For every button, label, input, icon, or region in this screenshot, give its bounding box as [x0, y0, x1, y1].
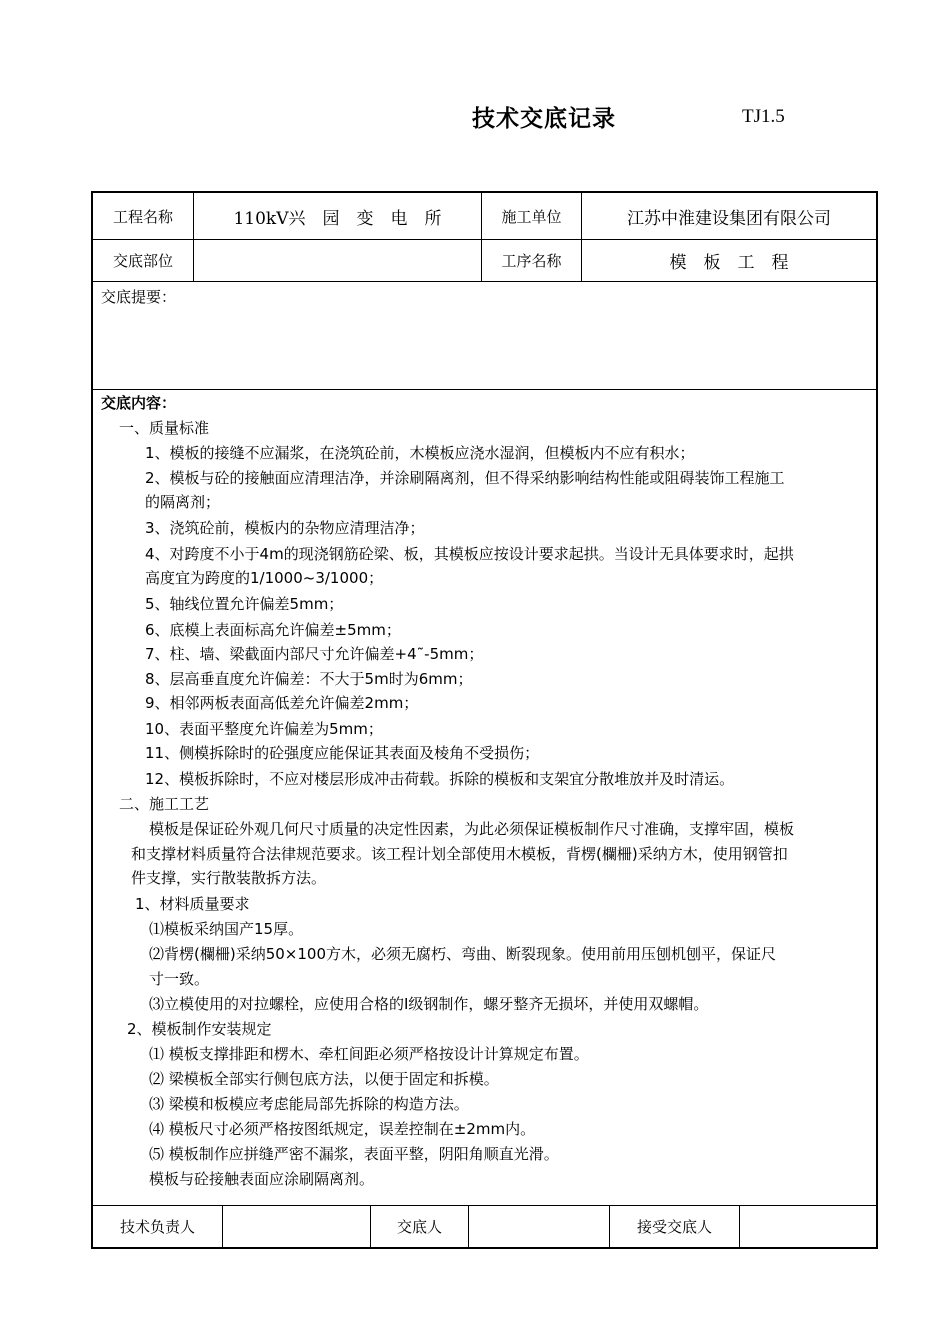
- paragraph-line: 件支撑，实行散装散拆方法。: [131, 869, 327, 887]
- list-item: ⑴模板采纳国产15厚。: [149, 920, 304, 938]
- briefing-part-value: [194, 240, 481, 281]
- list-item: ⑷ 模板尺寸必须严格按图纸规定，误差控制在±2mm内。: [149, 1120, 536, 1138]
- construction-unit-value: 江苏中淮建设集团有限公司: [627, 208, 831, 229]
- list-item: 3、浇筑砼前，模板内的杂物应清理洁净；: [145, 519, 425, 537]
- project-name-label: 工程名称: [112, 207, 173, 226]
- row-divider: [93, 389, 876, 390]
- list-item: ⑶ 梁模和板模应考虑能局部先拆除的构造方法。: [149, 1095, 469, 1113]
- list-item: 10、表面平整度允许偏差为5mm；: [145, 720, 383, 738]
- list-item: 12、模板拆除时，不应对楼层形成冲击荷载。拆除的模板和支架宜分散堆放并及时清运。: [145, 770, 735, 788]
- summary-label: 交底提要：: [101, 288, 177, 306]
- list-item: 模板与砼接触表面应涂刷隔离剂。: [149, 1170, 375, 1188]
- list-item: 11、侧模拆除时的砼强度应能保证其表面及棱角不受损伤；: [145, 744, 540, 762]
- list-item: 7、柱、墙、梁截面内部尺寸允许偏差+4˜-5mm；: [145, 645, 484, 663]
- list-item: 2、模板与砼的接触面应清理洁净，并涂刷隔离剂，但不得采纳影响结构性能或阻碍装饰工程施工: [145, 469, 785, 487]
- list-item: 9、相邻两板表面高低差允许偏差2mm；: [145, 694, 419, 712]
- receiver-label: 接受交底人: [636, 1218, 712, 1236]
- paragraph-line: 和支撑材料质量符合法律规范要求。该工程计划全部使用木模板，背楞(欄柵)采纳方木，使用钢管扣: [131, 845, 788, 863]
- list-item: ⑵背楞(欄柵)采纳50×100方木，必须无腐朽、弯曲、断裂现象。使用前用压刨机刨平，保证尺: [149, 945, 776, 963]
- briefer-value: [469, 1206, 609, 1247]
- list-item: 的隔离剂；: [145, 493, 221, 511]
- list-item: ⑸ 模板制作应拼缝严密不漏浆，表面平整，阴阳角顺直光滑。: [149, 1145, 559, 1163]
- list-item: 1、模板的接缝不应漏浆，在浇筑砼前，木模板应浇水湿润，但模板内不应有积水；: [145, 444, 695, 462]
- project-name-value: 110kV兴 园 变 电 所: [233, 208, 442, 229]
- tech-lead-label: 技术负责人: [119, 1218, 195, 1236]
- content-heading: 交底内容：: [101, 394, 177, 412]
- section-title: 一、质量标准: [119, 419, 210, 437]
- list-item: 6、底模上表面标高允许偏差±5mm；: [145, 621, 401, 639]
- list-item: 8、层高垂直度允许偏差：不大于5m时为6mm；: [145, 670, 473, 688]
- process-name-value: 模 板 工 程: [669, 253, 789, 273]
- list-item: ⑵ 梁模板全部实行侧包底方法，以便于固定和拆模。: [149, 1070, 499, 1088]
- section-title: 二、施工工艺: [119, 795, 210, 813]
- tech-lead-value: [223, 1206, 370, 1247]
- process-name-label: 工序名称: [501, 252, 562, 270]
- row-divider: [93, 281, 876, 282]
- list-item: ⑴ 模板支撑排距和楞木、牵杠间距必须严格按设计计算规定布置。: [149, 1045, 589, 1063]
- subsection-title: 1、材料质量要求: [135, 895, 250, 913]
- record-table: [91, 191, 878, 1249]
- list-item: 高度宜为跨度的1/1000~3/1000；: [145, 569, 384, 587]
- list-item: 4、对跨度不小于4m的现浇钢筋砼梁、板，其模板应按设计要求起拱。当设计无具体要求时，起拱: [145, 545, 794, 563]
- document-code: TJ1.5: [742, 106, 785, 127]
- construction-unit-label: 施工单位: [501, 207, 562, 226]
- document-title: 技术交底记录: [472, 106, 616, 132]
- list-item: ⑶立模使用的对拉螺栓，应使用合格的Ⅰ级钢制作，螺牙整齐无损坏，并使用双螺帽。: [149, 995, 709, 1013]
- briefer-label: 交底人: [396, 1218, 442, 1236]
- list-item: 寸一致。: [149, 970, 210, 988]
- briefing-part-label: 交底部位: [112, 252, 173, 270]
- subsection-title: 2、模板制作安装规定: [127, 1020, 272, 1038]
- receiver-value: [740, 1206, 876, 1247]
- paragraph-line: 模板是保证砼外观几何尺寸质量的决定性因素，为此必须保证模板制作尺寸准确，支撑牢固，模板: [149, 820, 795, 838]
- list-item: 5、轴线位置允许偏差5mm；: [145, 595, 344, 613]
